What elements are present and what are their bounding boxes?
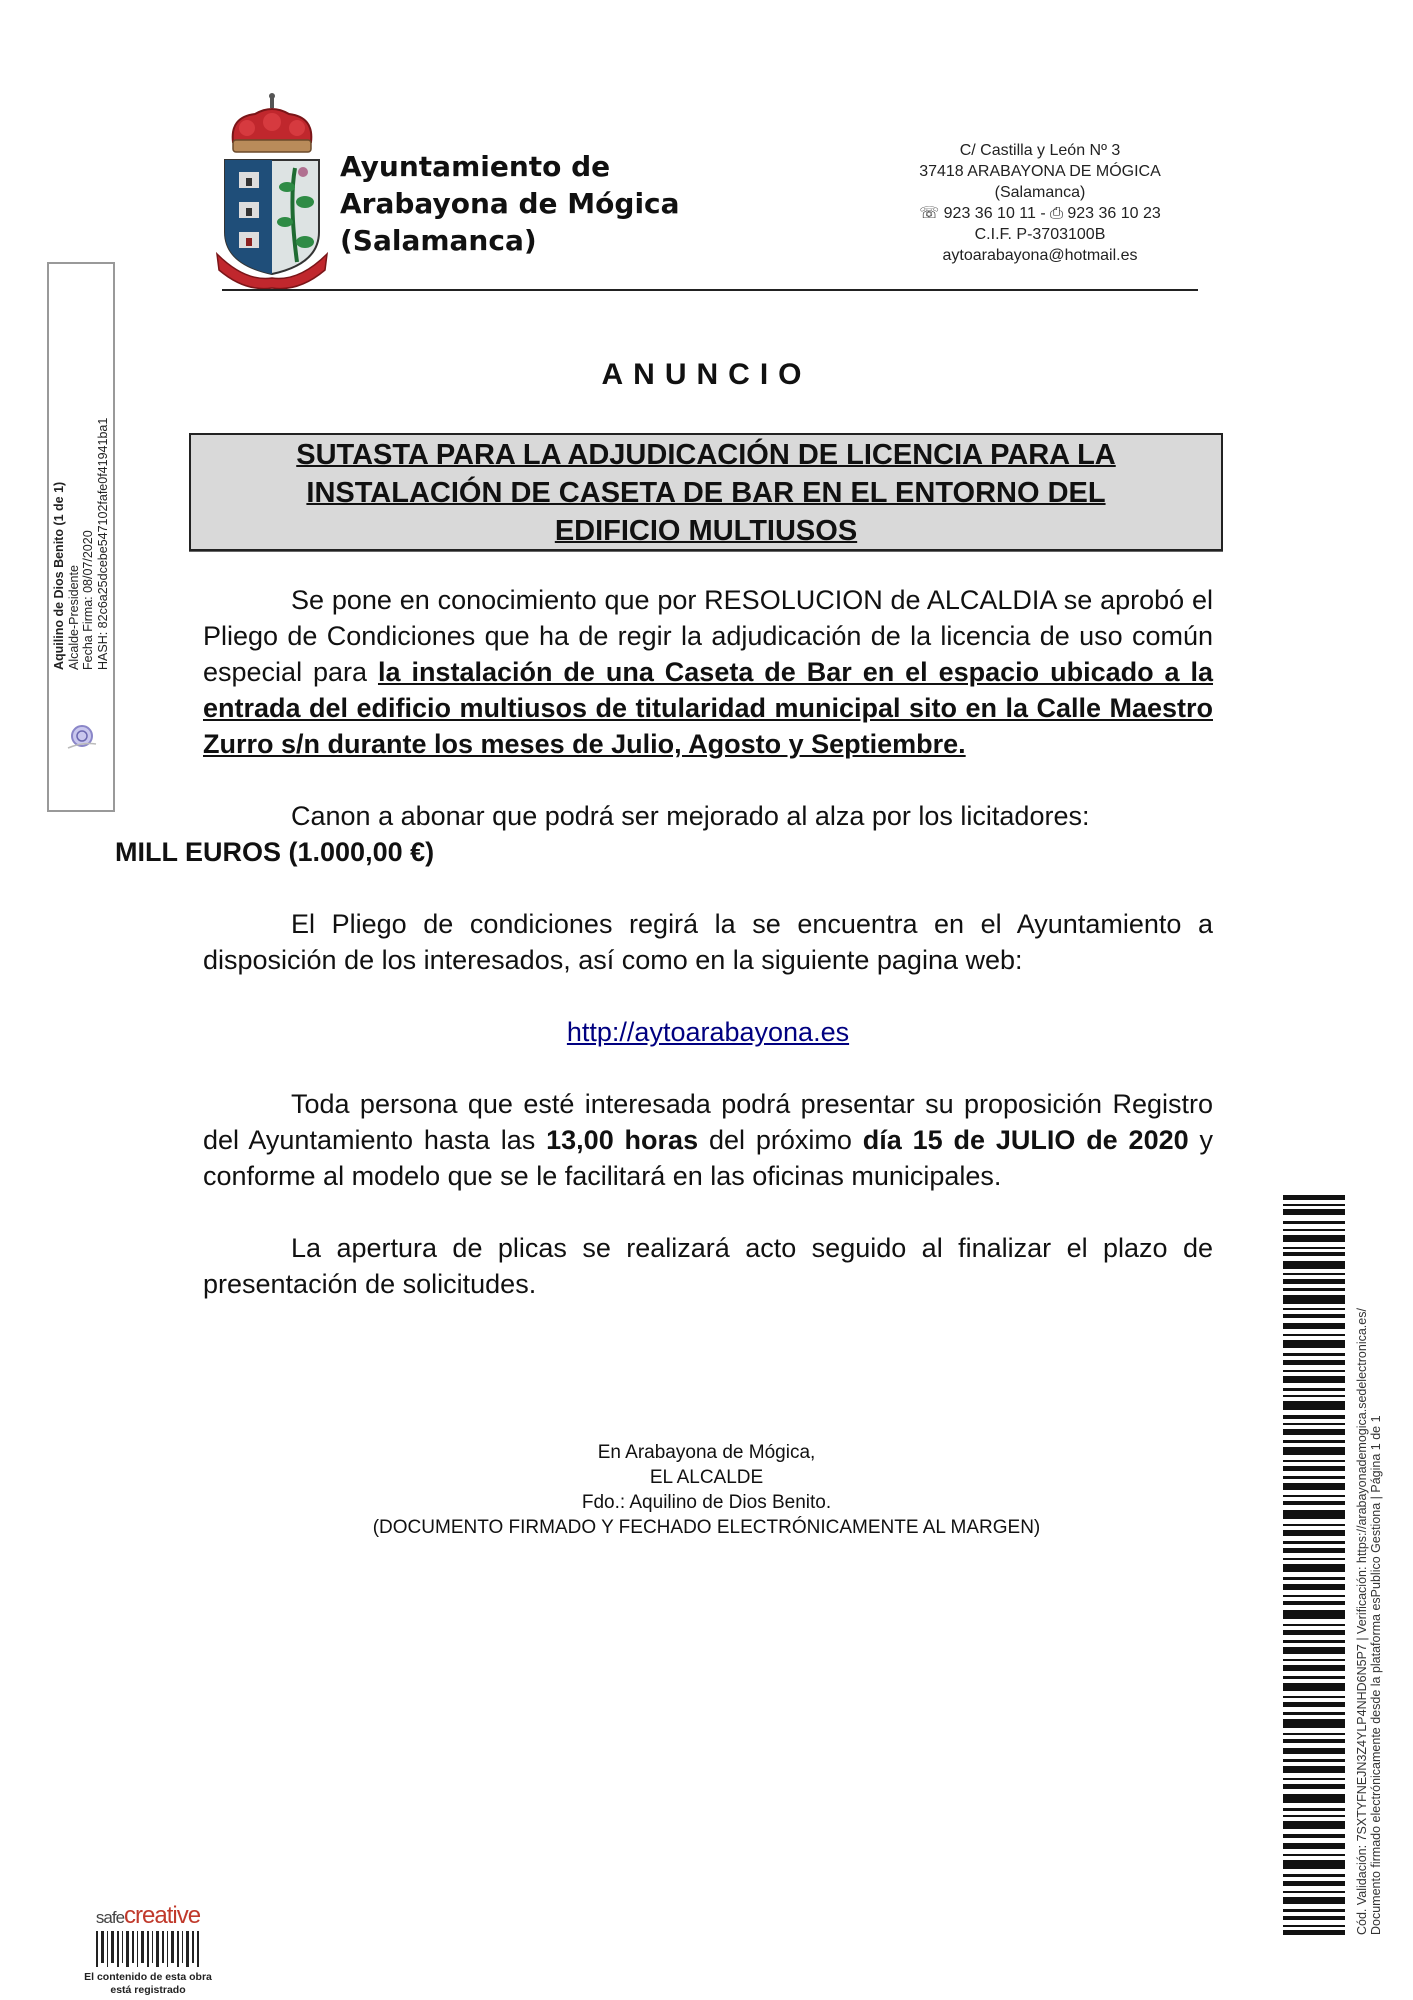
digital-seal-icon <box>66 722 98 754</box>
paragraph-deadline <box>203 1086 1213 1194</box>
paragraph-text: del próximo <box>698 1125 863 1155</box>
signature-place: En Arabayona de Mógica, <box>597 1442 816 1463</box>
paragraph-text: Se pone en conocimiento que por RESOLUCION de ALCALDIA se aprobó el Pliego de Condiciones que ha de regir la adjudicación de la licencia de uso común especial para <box>203 585 1213 687</box>
paragraph-resolution <box>203 582 1213 762</box>
email: aytoarabayona@hotmail.es <box>942 247 1138 264</box>
paragraph-emphasis: la instalación de una Caseta de Bar en el espacio ubicado a la entrada del edificio multiusos de titularidad municipal sito en la Calle Maestro Zurro s/n durante los meses de Julio, Agosto y Septiembre. <box>203 657 1213 759</box>
org-name-line: (Salamanca) <box>340 224 537 257</box>
paragraph-opening: La apertura de plicas se realizará acto seguido al finalizar el plazo de presentación de solicitudes. <box>203 1233 1213 1299</box>
link-line <box>203 1014 1213 1050</box>
contact-block <box>880 140 1200 266</box>
paragraph-text: Toda persona que esté interesada podrá presentar su proposición Registro del Ayuntamiento hasta las <box>203 1089 1213 1155</box>
safe-creative-barcode-icon <box>96 1931 201 1971</box>
title-line: EDIFICIO MULTIUSOS <box>554 515 858 547</box>
platform-note: Documento firmado electrónicamente desde la plataforma esPublico Gestiona | Página 1 de 1 <box>1369 1415 1383 1935</box>
address-province: (Salamanca) <box>994 184 1086 201</box>
document-body <box>115 582 1213 1338</box>
canon-amount: MILL EUROS (1.000,00 €) <box>115 837 435 867</box>
safe-creative-logo <box>78 1902 218 1929</box>
paragraph-canon <box>115 798 1213 870</box>
caption-line: está registrado <box>110 1984 186 1996</box>
verification-text <box>1355 1308 1383 1935</box>
stamp-hash: HASH: 82c6a25dcebe547102fafe0f41941ba1 <box>95 417 110 670</box>
title-box <box>189 433 1223 551</box>
address-city: 37418 ARABAYONA DE MÓGICA <box>919 163 1161 180</box>
paragraph-text: Canon a abonar que podrá ser mejorado al alza por los licitadores: <box>291 801 1090 831</box>
signature-block <box>0 1440 1413 1540</box>
title-line: INSTALACIÓN DE CASETA DE BAR EN EL ENTORNO DEL <box>306 477 1106 509</box>
stamp-role: Alcalde-Presidente <box>66 565 81 670</box>
barcode-icon <box>1283 1195 1345 1935</box>
paragraph-text: y conforme al modelo que se le facilitará en las oficinas municipales. <box>203 1125 1213 1191</box>
header-divider <box>222 289 1198 291</box>
brand-part: safe <box>95 1908 125 1927</box>
paragraph-pliego: El Pliego de condiciones regirá la se encuentra en el Ayuntamiento a disposición de los interesados, así como en la siguiente pagina web: <box>203 909 1213 975</box>
title-line: SUTASTA PARA LA ADJUDICACIÓN DE LICENCIA PARA LA <box>296 439 1116 471</box>
deadline-time: 13,00 horas <box>546 1125 699 1155</box>
document-title <box>191 435 1221 550</box>
signature-title: EL ALCALDE <box>649 1467 764 1488</box>
org-name-line: Ayuntamiento de <box>340 150 611 183</box>
coat-of-arms-icon <box>215 92 330 292</box>
deadline-date: día 15 de JULIO de 2020 <box>862 1125 1189 1155</box>
signature-name: Fdo.: Aquilino de Dios Benito. <box>581 1492 832 1513</box>
cif: C.I.F. P-3703100B <box>974 226 1106 243</box>
stamp-signer: Aquilino de Dios Benito (1 de 1) <box>52 481 66 670</box>
organization-name <box>340 148 680 259</box>
signature-stamp-text <box>52 418 110 670</box>
signature-note: (DOCUMENTO FIRMADO Y FECHADO ELECTRÓNICAMENTE AL MARGEN) <box>372 1517 1041 1538</box>
caption-line: El contenido de esta obra <box>84 1971 212 1983</box>
address-street: C/ Castilla y León Nº 3 <box>959 142 1121 159</box>
org-name-line: Arabayona de Mógica <box>340 187 680 220</box>
stamp-date: Fecha Firma: 08/07/2020 <box>81 530 95 670</box>
website-link[interactable]: http://aytoarabayona.es <box>566 1017 850 1047</box>
safe-creative-badge <box>78 1902 218 1997</box>
validation-code: Cód. Validación: 7SXTYFNEJN3Z4YLP4NHD6N5P7 | Verificación: https://arabayonademogica.sedelectronica.es/ <box>1355 1308 1369 1935</box>
safe-creative-caption <box>78 1971 218 1997</box>
phone-fax: ☏ 923 36 10 11 - ⎙ 923 36 10 23 <box>919 205 1161 222</box>
brand-part: creative <box>124 1902 201 1929</box>
document-heading: ANUNCIO <box>601 358 812 391</box>
